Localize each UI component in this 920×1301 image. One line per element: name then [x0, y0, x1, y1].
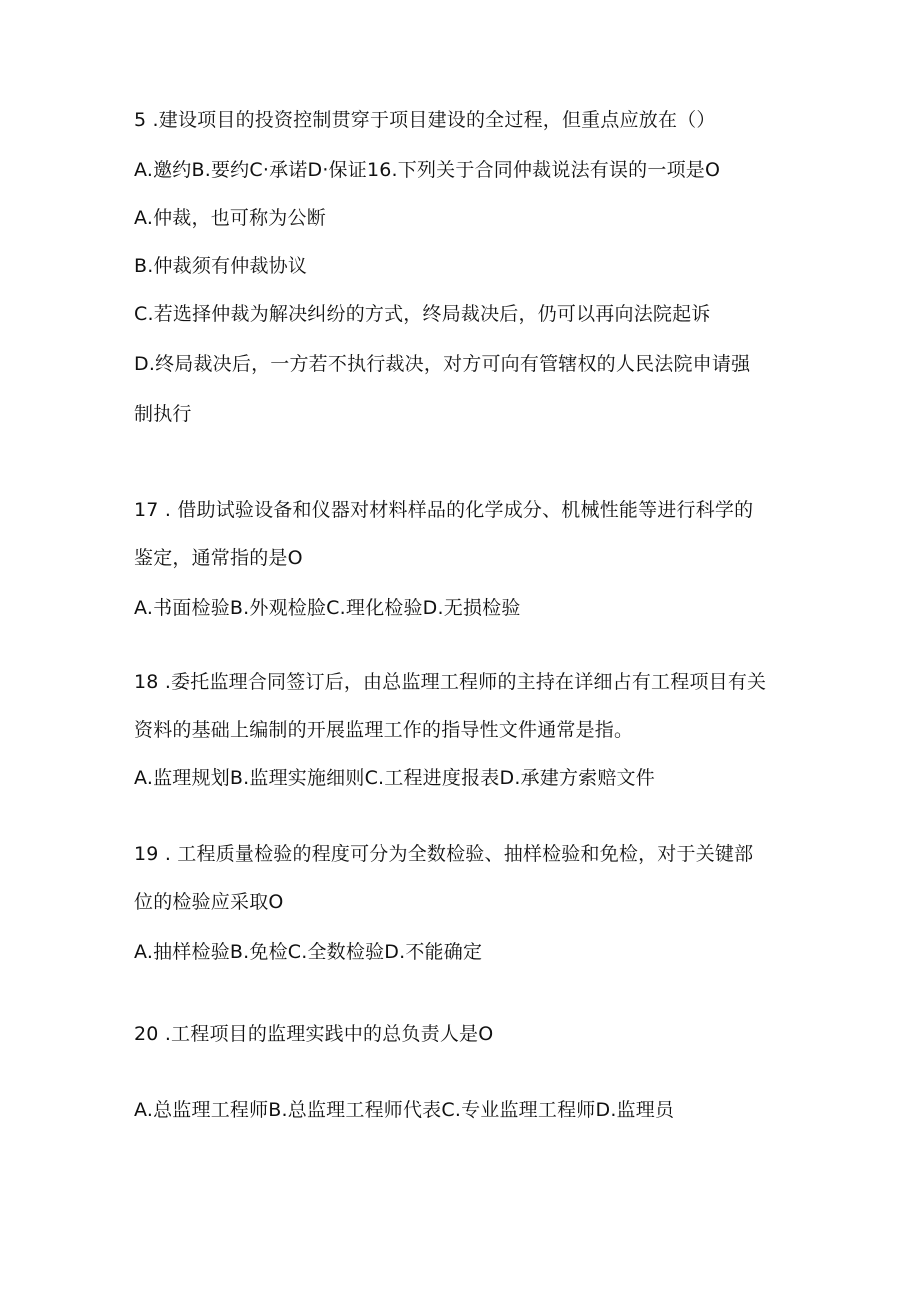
question-5-options-and-question-16-stem: A.邀约B.要约C·承诺D·保证16.下列关于合同仲裁说法有误的一项是O [134, 159, 721, 181]
question-16-option-a: A.仲裁，也可称为公断 [134, 207, 326, 229]
question-20-options: A.总监理工程师B.总监理工程师代表C.专业监理工程师D.监理员 [134, 1099, 675, 1121]
question-18-stem: 18 .委托监理合同签订后，由总监理工程师的主持在详细占有工程项目有关 [134, 671, 767, 693]
question-17-options: A.书面检验B.外观检脸C.理化检验D.无损检验 [134, 597, 521, 619]
question-16-option-d-continued: 制执行 [134, 403, 192, 425]
question-16-option-b: B.仲裁须有仲裁协议 [134, 255, 308, 277]
question-19-stem-continued: 位的检验应采取O [134, 891, 284, 913]
question-16-option-c: C.若选择仲裁为解决纠纷的方式，终局裁决后，仍可以再向法院起诉 [134, 303, 711, 325]
question-19-options: A.抽样检验B.免检C.全数检验D.不能确定 [134, 941, 483, 963]
question-16-option-d: D.终局裁决后，一方若不执行裁决，对方可向有管辖权的人民法院申请强 [134, 353, 751, 375]
question-18-stem-continued: 资料的基础上编制的开展监理工作的指导性文件通常是指。 [134, 719, 634, 741]
question-20-stem: 20 .工程项目的监理实践中的总负责人是O [134, 1023, 494, 1045]
question-5-stem: 5 .建设项目的投资控制贯穿于项目建设的全过程，但重点应放在（） [134, 109, 716, 131]
question-17-stem-continued: 鉴定，通常指的是O [134, 547, 303, 569]
question-19-stem: 19 . 工程质量检验的程度可分为全数检验、抽样检验和免检，对于关键部 [134, 843, 754, 865]
question-17-stem: 17 . 借助试验设备和仪器对材料样品的化学成分、机械性能等进行科学的 [134, 499, 754, 521]
question-18-options: A.监理规划B.监理实施细则C.工程进度报表D.承建方索赔文件 [134, 767, 655, 789]
